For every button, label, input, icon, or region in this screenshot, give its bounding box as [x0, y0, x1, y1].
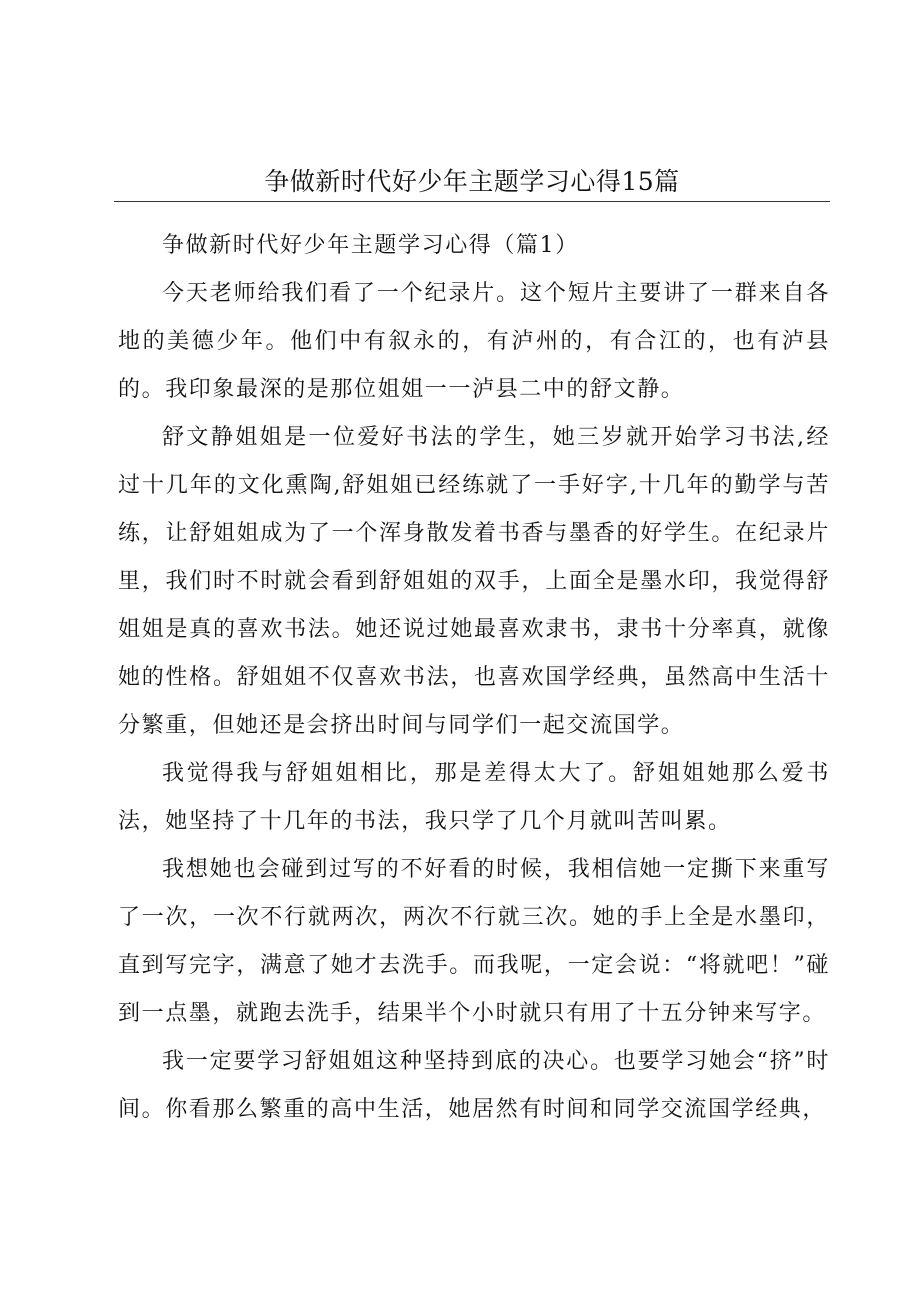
body-paragraph: 我想她也会碰到过写的不好看的时候，我相信她一定撕下来重写了一次，一次不行就两次，两次不行就三次。她的手上全是水墨印，直到写完字，满意了她才去洗手。而我呢，一定会说：“将就吧！”碰到一点墨，就跑去洗手，结果半个小时就只有用了十五分钟来写字。 — [118, 857, 830, 1026]
document-body — [118, 222, 830, 1134]
body-paragraph: 今天老师给我们看了一个纪录片。这个短片主要讲了一群来自各地的美德少年。他们中有叙永的，有泸州的，有合江的，也有泸县的。我印象最深的是那位姐姐一一泸县二中的舒文静。 — [118, 281, 830, 402]
body-paragraph: 我觉得我与舒姐姐相比，那是差得太大了。舒姐姐她那么爱书法，她坚持了十几年的书法，我只学了几个月就叫苦叫累。 — [118, 761, 830, 834]
section-heading: 争做新时代好少年主题学习心得（篇1） — [162, 233, 579, 258]
body-paragraph: 舒文静姐姐是一位爱好书法的学生，她三岁就开始学习书法,经过十几年的文化熏陶,舒姐姐已经练就了一手好字,十几年的勤学与苦练，让舒姐姐成为了一个浑身散发着书香与墨香的好学生。在纪录片里，我们时不时就会看到舒姐姐的双手，上面全是墨水印，我觉得舒姐姐是真的喜欢书法。她还说过她最喜欢隶书，隶书十分率真，就像她的性格。舒姐姐不仅喜欢书法，也喜欢国学经典，虽然高中生活十分繁重，但她还是会挤出时间与同学们一起交流国学。 — [118, 425, 830, 738]
document-title: 争做新时代好少年主题学习心得15篇 — [264, 167, 680, 196]
body-paragraph: 我一定要学习舒姐姐这种坚持到底的决心。也要学习她会“挤”时间。你看那么繁重的高中生活，她居然有时间和同学交流国学经典， — [118, 1049, 830, 1122]
title-divider — [114, 201, 830, 202]
